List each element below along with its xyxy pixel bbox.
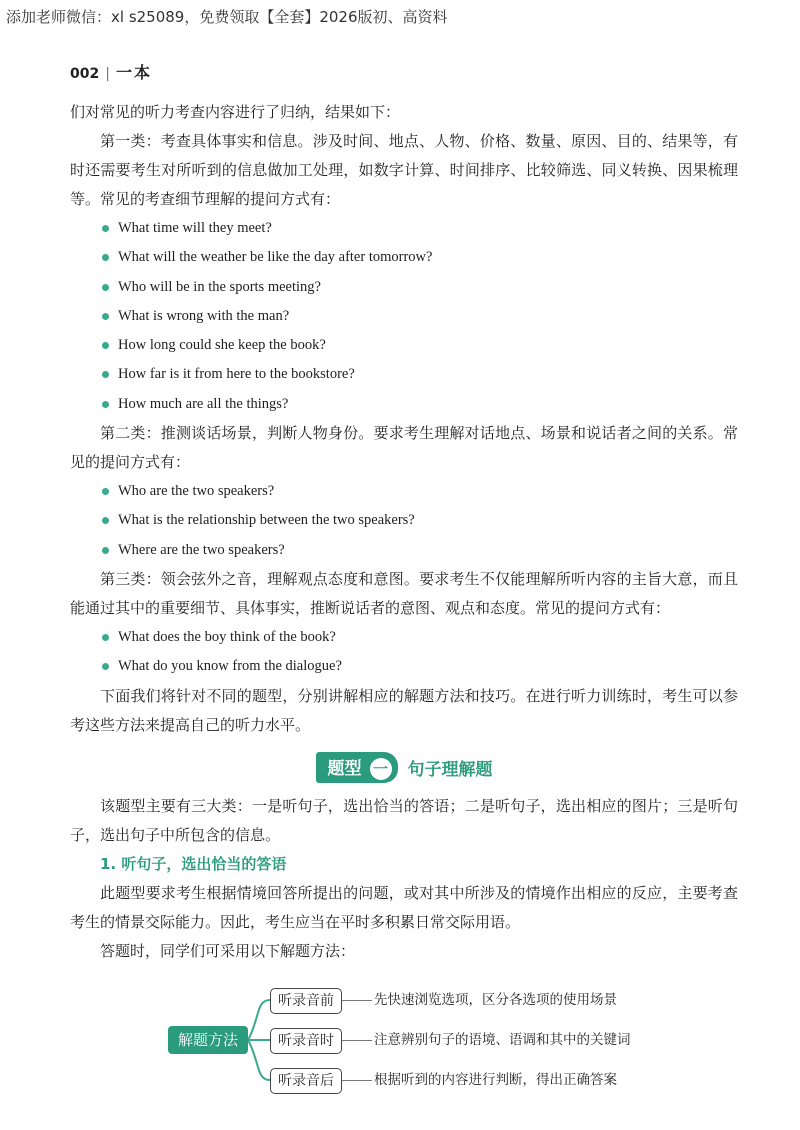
page-content: [70, 98, 738, 966]
category1-paragraph: 第一类：考查具体事实和信息。涉及时间、地点、人物、价格、数量、原因、目的、结果等，有时还需要考生对所听到的信息做加工处理，如数字计算、时间排序、比较筛选、同义转换、因果梳理等。常见的考查细节理解的提问方式有：: [70, 132, 738, 208]
mind-map-node: 听录音时: [270, 1028, 342, 1054]
list-item: What is wrong with the man?: [102, 302, 738, 331]
mind-map-text: 先快速浏览选项，区分各选项的使用场景: [374, 992, 617, 1008]
list-item: What do you know from the dialogue?: [102, 652, 738, 681]
page-number: 002: [70, 66, 100, 82]
mind-map-line: [342, 1000, 372, 1001]
list-item: What time will they meet?: [102, 214, 738, 243]
intro-paragraph: 们对常见的听力考查内容进行了归纳，结果如下：: [70, 103, 401, 121]
list-item: Who are the two speakers?: [102, 477, 738, 506]
transition-paragraph: 下面我们将针对不同的题型，分别讲解相应的解题方法和技巧。在进行听力训练时，考生可以参考这些方法来提高自己的听力水平。: [70, 686, 738, 734]
mind-map-root: 解题方法: [168, 1026, 248, 1054]
list-item: Where are the two speakers?: [102, 536, 738, 565]
mind-map: [160, 978, 720, 1098]
list-item: How much are all the things?: [102, 390, 738, 419]
section-badge: [316, 752, 398, 783]
list-item: What is the relationship between the two speakers?: [102, 506, 738, 535]
mind-map-line: [342, 1040, 372, 1041]
mind-map-node: 听录音前: [270, 988, 342, 1014]
method-intro-paragraph: 答题时，同学们可采用以下解题方法：: [100, 941, 356, 960]
category3-paragraph: 第三类：领会弦外之音，理解观点态度和意图。要求考生不仅能理解所听内容的主旨大意，而且能通过其中的重要细节、具体事实，推断说话者的意图、观点和态度。常见的提问方式有：: [70, 569, 738, 617]
section-heading: 句子理解题: [407, 759, 493, 780]
mind-map-text: 根据听到的内容进行判断，得出正确答案: [374, 1072, 617, 1088]
page-header: [70, 60, 152, 83]
list-item: How far is it from here to the bookstore?: [102, 360, 738, 389]
category2-question-list: [70, 477, 738, 565]
brand-logo-text: 一本: [115, 63, 152, 82]
mind-map-line: [342, 1080, 372, 1081]
section-number: 一: [370, 758, 392, 780]
mind-map-text: 注意辨别句子的语境、语调和其中的关键词: [374, 1032, 631, 1048]
list-item: How long could she keep the book?: [102, 331, 738, 360]
category3-question-list: [70, 623, 738, 682]
subsection-paragraph: 此题型要求考生根据情境回答所提出的问题，或对其中所涉及的情境作出相应的反应，主要考查考生的情景交际能力。因此，考生应当在平时多积累日常交际用语。: [70, 883, 738, 931]
list-item: What will the weather be like the day after tomorrow?: [102, 243, 738, 272]
category1-question-list: [70, 214, 738, 419]
subsection-heading: 1. 听句子，选出恰当的答语: [100, 854, 287, 873]
section-badge-label: 题型: [327, 758, 362, 779]
watermark-text: 添加老师微信：xl s25089，免费领取【全套】2026版初、高资料: [6, 8, 448, 26]
category2-paragraph: 第二类：推测谈话场景，判断人物身份。要求考生理解对话地点、场景和说话者之间的关系。常见的提问方式有：: [70, 424, 738, 472]
list-item: Who will be in the sports meeting?: [102, 273, 738, 302]
mind-map-node: 听录音后: [270, 1068, 342, 1094]
section-intro-paragraph: 该题型主要有三大类：一是听句子，选出恰当的答语；二是听句子，选出相应的图片；三是听句子，选出句子中所包含的信息。: [70, 796, 738, 844]
header-separator: |: [105, 66, 110, 82]
section-title: [70, 752, 738, 782]
list-item: What does the boy think of the book?: [102, 623, 738, 652]
